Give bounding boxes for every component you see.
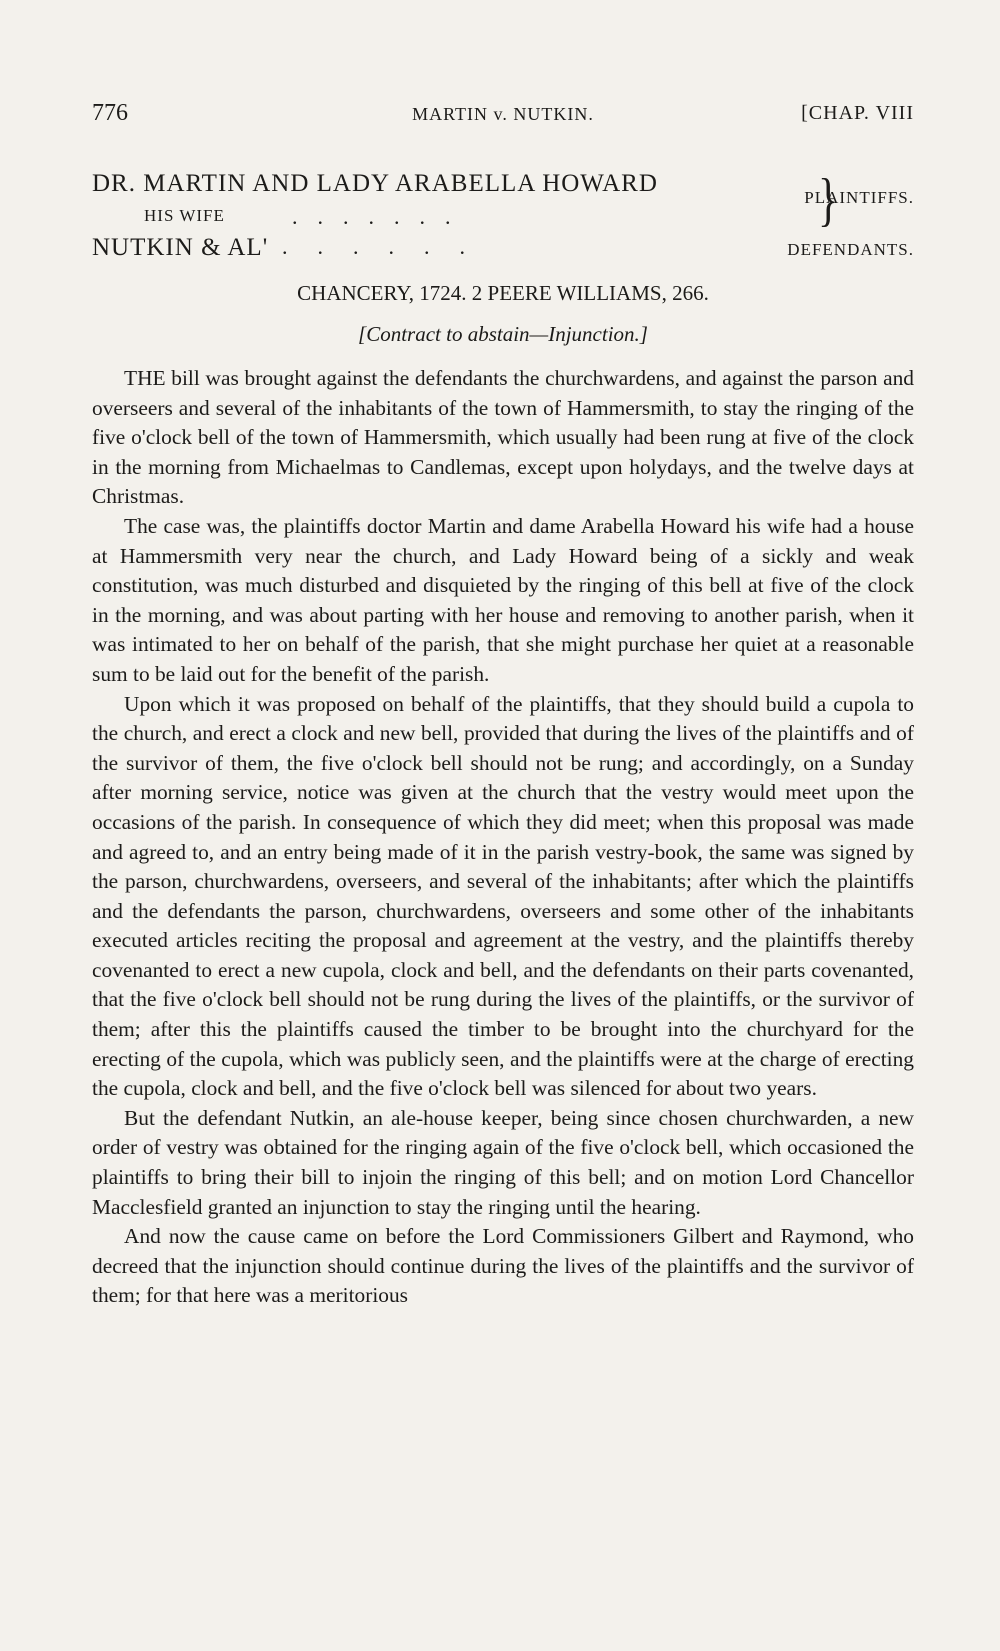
paragraph: Upon which it was proposed on behalf of the plaintiffs, that they should build a cupola to the church, and erect a clock and new bell, provided that during the lives of the plaintiffs and of the survivor of them, the five o'clock bell should not be rung; and accordingly, on a Sunday after morning service, notice was given at the church that the vestry would meet upon the occasions of the parish. In consequence of which they did meet; when this proposal was made and agreed to, and an entry being made of it in the parish vestry-book, the same was signed by the parson, churchwardens, overseers, and several of the inhabitants; after which the plaintiffs and the defendants the parson, churchwardens, overseers and some other of the inhabitants executed articles reciting the proposal and agreement at the vestry, and the plaintiffs thereby covenanted to erect a new cupola, clock and bell, and the defendants on their parts covenanted, that the five o'clock bell should not be rung during the lives of the plaintiffs, or the survivor of them; after this the plaintiffs caused the timber to be brought into the churchyard for the erecting of the cupola, which was publicly seen, and the plaintiffs were at the charge of erecting the cupola, clock and bell, and the five o'clock bell was silenced for about two years.: [92, 691, 914, 1101]
case-subject: [Contract to abstain—Injunction.]: [358, 322, 648, 346]
page-number: 776: [92, 100, 128, 126]
running-title: MARTIN v. NUTKIN.: [412, 104, 594, 124]
leader-dots: .......: [292, 204, 471, 229]
paragraph: But the defendant Nutkin, an ale-house keeper, being since chosen churchwarden, a new order of vestry was obtained for the ringing again of the five o'clock bell, which occasioned the plaintiffs to bring their bill to injoin the ringing of this bell; and on motion Lord Chancellor Macclesfield granted an injunction to stay the ringing until the hearing.: [92, 1105, 914, 1219]
leader-dots: ......: [282, 234, 495, 259]
case-citation: CHANCERY, 1724. 2 PEERE WILLIAMS, 266.: [297, 281, 709, 305]
running-head: [92, 100, 914, 136]
case-report-body: [92, 364, 914, 1311]
paragraph: The case was, the plaintiffs doctor Martin and dame Arabella Howard his wife had a house at Hammersmith very near the church, and Lady Howard being of a sickly and weak constitution, was much disturbed and disquieted by the ringing of this bell at five of the clock in the morning, and was about parting with her house and removing to another parish, when it was intimated to her on behalf of the parish, that she might purchase her quiet at a reasonable sum to be laid out for the benefit of the parish.: [92, 513, 914, 686]
plaintiffs-names: DR. MARTIN AND LADY ARABELLA HOWARD: [92, 170, 658, 197]
case-parties: [92, 170, 914, 270]
paragraph: THE bill was brought against the defendants the churchwardens, and against the parson and overseers and several of the inhabitants of the town of Hammersmith, to stay the ringing of the five o'clock bell of the town of Hammersmith, which usually had been rung at five of the clock in the morning from Michaelmas to Candlemas, except upon holydays, and the twelve days at Christmas.: [92, 366, 914, 509]
paragraph: And now the cause came on before the Lord Commissioners Gilbert and Raymond, who decreed that the injunction should continue during the lives of the plaintiffs and the survivor of them; for that here was a meritorious: [92, 1224, 914, 1308]
chapter-label: [CHAP. VIII: [801, 102, 914, 124]
plaintiffs-subline: HIS WIFE: [144, 206, 225, 225]
plaintiffs-label: PLAINTIFFS.: [804, 188, 914, 207]
defendants-label: DEFENDANTS.: [787, 240, 914, 259]
brace-glyph: }: [818, 168, 839, 234]
defendants-names: NUTKIN & AL': [92, 234, 269, 261]
